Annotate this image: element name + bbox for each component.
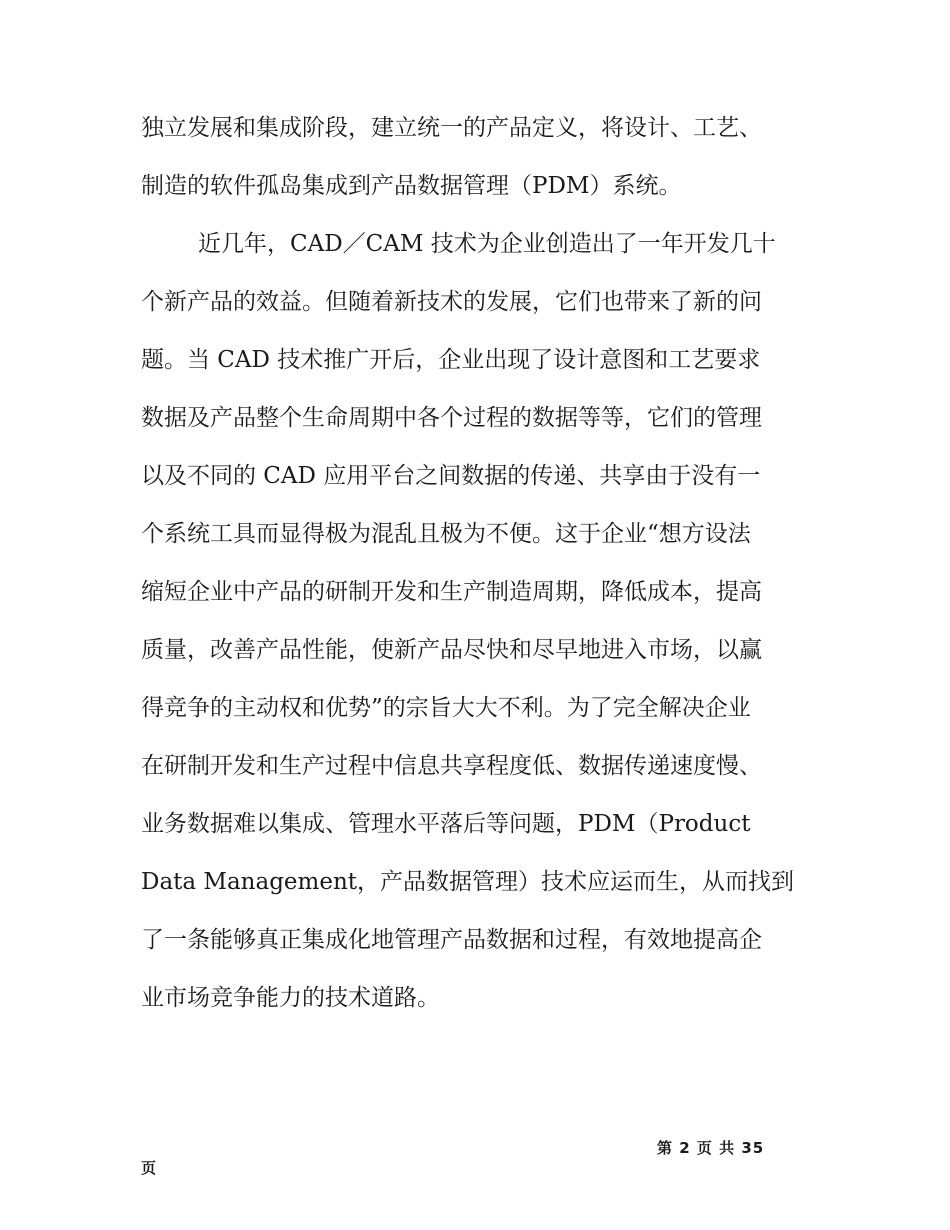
text-line-6: 数据及产品整个生命周期中各个过程的数据等等，它们的管理: [141, 405, 762, 431]
text-line-2: 制造的软件孤岛集成到产品数据管理（PDM）系统。: [141, 173, 682, 199]
text-line-7: 以及不同的 CAD 应用平台之间数据的传递、共享由于没有一: [141, 463, 761, 489]
text-line-16: 业市场竞争能力的技术道路。: [141, 985, 440, 1011]
text-line-10: 质量，改善产品性能，使新产品尽快和尽早地进入市场，以赢: [141, 637, 762, 663]
text-line-15: 了一条能够真正集成化地管理产品数据和过程，有效地提高企: [141, 927, 762, 953]
text-line-9: 缩短企业中产品的研制开发和生产制造周期，降低成本，提高: [141, 579, 762, 605]
text-line-14: Data Management，产品数据管理）技术应运而生，从而找到: [141, 869, 795, 895]
page-number-label-wrap: 页: [141, 1159, 157, 1177]
text-line-8: 个系统工具而显得极为混乱且极为不便。这于企业“想方设法: [141, 521, 751, 547]
text-line-12: 在研制开发和生产过程中信息共享程度低、数据传递速度慢、: [141, 753, 762, 779]
text-line-1: 独立发展和集成阶段，建立统一的产品定义，将设计、工艺、: [141, 115, 762, 141]
page-number-label: 第 2 页 共 35: [657, 1139, 765, 1157]
text-line-13: 业务数据难以集成、管理水平落后等问题，PDM（Product: [141, 811, 751, 837]
text-line-11: 得竞争的主动权和优势”的宗旨大大不利。为了完全解决企业: [141, 695, 751, 721]
text-line-5: 题。当 CAD 技术推广开后，企业出现了设计意图和工艺要求: [141, 347, 761, 373]
text-line-3-paragraph-start: 近几年，CAD／CAM 技术为企业创造出了一年开发几十: [198, 231, 776, 257]
text-line-4: 个新产品的效益。但随着新技术的发展，它们也带来了新的问: [141, 289, 762, 315]
